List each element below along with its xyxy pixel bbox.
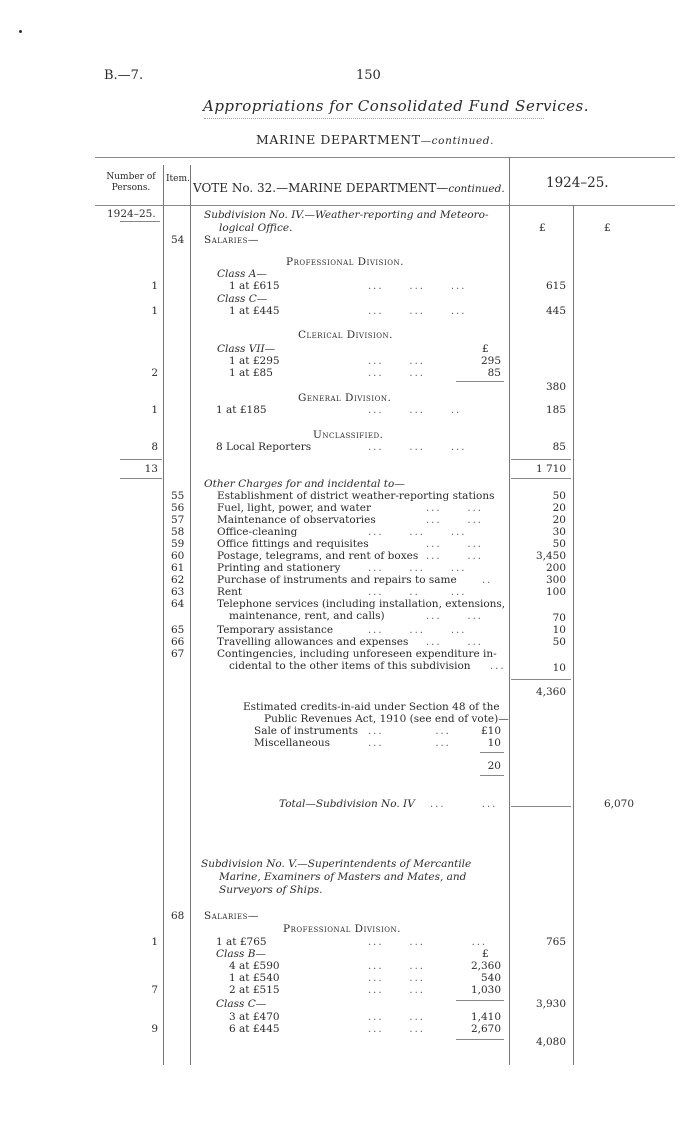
class-b-total: 3,930 xyxy=(535,998,566,1010)
class-b-sub-2: 540 xyxy=(480,972,501,984)
general-persons: 1 xyxy=(151,404,158,416)
class-c-persons: 1 xyxy=(151,305,158,317)
other-total-rule xyxy=(511,679,571,680)
sub5-professional-division: Professional Division. xyxy=(283,923,401,935)
salaries-total-rule xyxy=(511,459,571,460)
leader-dots: ... ... ... xyxy=(368,937,488,948)
year-column-header: 1924–25. xyxy=(546,175,609,191)
charge-description: Travelling allowances and expenses xyxy=(217,636,409,648)
credit-description: Miscellaneous xyxy=(254,737,331,749)
charge-description: Office fittings and requisites xyxy=(217,538,369,550)
charge-description: Maintenance of observatories xyxy=(217,514,376,526)
charge-description-continued: maintenance, rent, and calls) xyxy=(229,610,385,622)
general-amount: 185 xyxy=(545,404,566,416)
charge-description: Establishment of district weather-reporting stations xyxy=(217,490,495,502)
charge-description: Purchase of instruments and repairs to same xyxy=(217,574,457,586)
charge-amount: 50 xyxy=(552,636,566,648)
document-reference: B.—7. xyxy=(104,68,144,83)
credit-amount: 10 xyxy=(487,737,501,749)
credits-heading-line1: Estimated credits-in-aid under Section 48 of the xyxy=(243,701,500,713)
leader-dots: ... ... xyxy=(426,611,483,622)
subdivision-total-rule xyxy=(511,806,571,807)
row-765-persons: 1 xyxy=(151,936,158,948)
class-c-label: Class C— xyxy=(217,293,268,305)
class-b-rate-3: 2 at £515 xyxy=(229,984,280,996)
leader-dots: ... ... xyxy=(368,738,451,749)
leader-dots: ... ... xyxy=(426,539,483,550)
class-vii-label: Class VII— xyxy=(217,343,276,355)
item-number: 66 xyxy=(171,636,185,648)
item-number: 63 xyxy=(171,586,185,598)
vote-column-header xyxy=(193,181,505,195)
charge-amount: 10 xyxy=(552,624,566,636)
department-name: MARINE DEPARTMENT xyxy=(256,132,421,147)
charge-description-continued: cidental to the other items of this subdivision xyxy=(229,660,471,672)
sub5-heading-line1: Subdivision No. V.—Superintendents of Mercantile xyxy=(201,858,472,870)
charge-description: Office-cleaning xyxy=(217,526,298,538)
sub5-heading-line2: Marine, Examiners of Masters and Mates, and xyxy=(219,871,467,883)
class-vii-rate-2: 1 at £85 xyxy=(229,367,273,379)
row-765-rate: 1 at £765 xyxy=(216,936,267,948)
item-number: 64 xyxy=(171,598,185,610)
table-header-rule xyxy=(95,205,675,206)
leader-dots: ... ... ... xyxy=(368,442,467,453)
title-rule xyxy=(204,118,544,119)
class-b-persons: 7 xyxy=(151,984,158,996)
sub5-heading-line3: Surveyors of Ships. xyxy=(219,884,323,896)
persons-total-rule-bottom xyxy=(120,478,162,479)
class-vii-rate-1: 1 at £295 xyxy=(229,355,280,367)
vote-suffix: continued. xyxy=(448,183,505,195)
salaries-total-rule-bottom xyxy=(511,478,571,479)
other-charges-heading: Other Charges for and incidental to— xyxy=(204,478,405,490)
sub4-heading-line1: Subdivision No. IV.—Weather-reporting and Meteoro- xyxy=(204,209,489,221)
item-number: 57 xyxy=(171,514,185,526)
item-column-header: Item. xyxy=(166,174,190,184)
charge-amount: 20 xyxy=(552,514,566,526)
class-b-rate-1: 4 at £590 xyxy=(229,960,280,972)
class-a-rate: 1 at £615 xyxy=(229,280,280,292)
leader-dots: ... ... xyxy=(368,1012,425,1023)
sub5-class-c-persons: 9 xyxy=(151,1023,158,1035)
item-number: 59 xyxy=(171,538,185,550)
leader-dots: ... ... ... xyxy=(368,563,467,574)
leader-dots: ... ... xyxy=(426,637,483,648)
leader-dots: ... ... ... xyxy=(368,306,467,317)
charge-description: Printing and stationery xyxy=(217,562,341,574)
leader-dots: ... ... xyxy=(426,503,483,514)
sub5-class-c-rate-1: 3 at £470 xyxy=(229,1011,280,1023)
class-vii-persons: 2 xyxy=(151,367,158,379)
charge-description: Telephone services (including installation, extensions, xyxy=(217,598,506,610)
pound-sign-col1: £ xyxy=(539,222,546,234)
subdivision-total-amount: 6,070 xyxy=(603,798,634,810)
persons-year-label: 1924–25. xyxy=(107,208,156,220)
credit-description: Sale of instruments xyxy=(254,725,358,737)
unclassified-persons: 8 xyxy=(151,441,158,453)
page-title: Appropriations for Consolidated Fund Services. xyxy=(203,97,590,115)
salaries-total: 1 710 xyxy=(535,463,566,475)
charge-amount: 50 xyxy=(552,490,566,502)
class-c-rate: 1 at £445 xyxy=(229,305,280,317)
sub5-class-c-sub-1: 1,410 xyxy=(470,1011,501,1023)
charge-description: Fuel, light, power, and water xyxy=(217,502,371,514)
leader-dots: ... ... ... xyxy=(368,527,467,538)
leader-dots: ... xyxy=(490,661,506,672)
class-vii-sub-1: 295 xyxy=(480,355,501,367)
item-number: 56 xyxy=(171,502,185,514)
print-speck xyxy=(19,30,22,33)
subtotal-rule xyxy=(456,381,504,382)
sub4-item-number: 54 xyxy=(171,234,185,246)
item-number: 60 xyxy=(171,550,185,562)
sub5-class-c-sub-2: 2,670 xyxy=(470,1023,501,1035)
general-rate: 1 at £185 xyxy=(216,404,267,416)
item-column-rule xyxy=(190,165,191,1065)
sub4-salaries-label: Salaries— xyxy=(204,234,259,246)
class-b-sub-3: 1,030 xyxy=(470,984,501,996)
charge-amount: 30 xyxy=(552,526,566,538)
leader-dots: ... ... xyxy=(426,551,483,562)
leader-dots: ... ... xyxy=(368,368,425,379)
leader-dots: ... ... .. xyxy=(368,405,462,416)
persons-year-rule xyxy=(120,221,160,222)
department-suffix: —continued. xyxy=(420,135,495,147)
leader-dots: ... ... xyxy=(368,985,425,996)
charge-description: Rent xyxy=(217,586,243,598)
credits-total-rule-bottom xyxy=(480,775,504,776)
unclassified-amount: 85 xyxy=(552,441,566,453)
credits-total-rule xyxy=(480,752,504,753)
total-column-rule xyxy=(573,205,574,1065)
credits-total: 20 xyxy=(487,760,501,772)
class-a-amount: 615 xyxy=(545,280,566,292)
leader-dots: ... ... xyxy=(368,356,425,367)
class-vii-sub-2: 85 xyxy=(487,367,501,379)
sub5-item-number: 68 xyxy=(171,910,185,922)
class-c-amount: 445 xyxy=(545,305,566,317)
charge-amount: 20 xyxy=(552,502,566,514)
class-vii-total: 380 xyxy=(545,381,566,393)
amount-column-rule xyxy=(509,157,510,1065)
leader-dots: ... ... xyxy=(368,961,425,972)
subtotal-rule xyxy=(456,1039,504,1040)
subtotal-rule xyxy=(456,1000,504,1001)
charge-amount: 50 xyxy=(552,538,566,550)
persons-column-header: Number of Persons. xyxy=(106,172,156,193)
charge-amount: 200 xyxy=(545,562,566,574)
unclassified-rate: 8 Local Reporters xyxy=(216,441,312,453)
charge-amount: 300 xyxy=(545,574,566,586)
class-a-persons: 1 xyxy=(151,280,158,292)
page-number: 150 xyxy=(356,68,381,83)
sub5-class-c-total: 4,080 xyxy=(535,1036,566,1048)
charge-amount: 10 xyxy=(552,662,566,674)
subdivision-total-label: Total—Subdivision No. IV xyxy=(279,798,415,810)
leader-dots: ... ... xyxy=(368,726,451,737)
sub4-unclassified: Unclassified. xyxy=(313,429,384,441)
credits-heading-line2: Public Revenues Act, 1910 (see end of vote)— xyxy=(264,713,509,725)
leader-dots: ... ... ... xyxy=(368,625,467,636)
class-b-label: Class B— xyxy=(216,948,266,960)
row-765-amount: 765 xyxy=(545,936,566,948)
sub4-heading-line2: logical Office. xyxy=(219,222,293,234)
leader-dots: .. xyxy=(482,575,493,586)
persons-total: 13 xyxy=(144,463,158,475)
charge-amount: 100 xyxy=(545,586,566,598)
charge-description: Contingencies, including unforeseen expenditure in- xyxy=(217,648,497,660)
sub4-professional-division: Professional Division. xyxy=(286,256,404,268)
leader-dots: ... ... ... xyxy=(368,281,467,292)
pound-sign-col2: £ xyxy=(604,222,611,234)
class-b-sub-1: 2,360 xyxy=(470,960,501,972)
other-charges-total: 4,360 xyxy=(535,686,566,698)
persons-column-rule xyxy=(163,165,164,1065)
class-a-label: Class A— xyxy=(217,268,267,280)
class-b-pound-sign: £ xyxy=(482,948,489,960)
charge-amount: 3,450 xyxy=(535,550,566,562)
item-number: 62 xyxy=(171,574,185,586)
department-heading xyxy=(256,132,494,147)
item-number: 58 xyxy=(171,526,185,538)
persons-total-rule xyxy=(120,459,162,460)
sub4-general-division: General Division. xyxy=(298,392,392,404)
table-top-rule xyxy=(95,157,675,158)
sub5-class-c-label: Class C— xyxy=(216,998,267,1010)
class-vii-pound-sign: £ xyxy=(482,343,489,355)
item-number: 61 xyxy=(171,562,185,574)
leader-dots: ... ... xyxy=(426,515,483,526)
sub4-clerical-division: Clerical Division. xyxy=(298,329,393,341)
sub5-salaries-label: Salaries— xyxy=(204,910,259,922)
leader-dots: ... ... xyxy=(368,1024,425,1035)
item-number: 55 xyxy=(171,490,185,502)
sub5-class-c-rate-2: 6 at £445 xyxy=(229,1023,280,1035)
class-b-rate-2: 1 at £540 xyxy=(229,972,280,984)
leader-dots: ... ... xyxy=(368,973,425,984)
charge-description: Temporary assistance xyxy=(217,624,334,636)
item-number: 67 xyxy=(171,648,185,660)
charge-description: Postage, telegrams, and rent of boxes xyxy=(217,550,419,562)
charge-amount: 70 xyxy=(552,612,566,624)
credit-amount: £10 xyxy=(480,725,501,737)
item-number: 65 xyxy=(171,624,185,636)
leader-dots: ... ... xyxy=(430,799,498,810)
leader-dots: ... .. ... xyxy=(368,587,467,598)
vote-title: VOTE No. 32.—MARINE DEPARTMENT— xyxy=(193,181,449,195)
